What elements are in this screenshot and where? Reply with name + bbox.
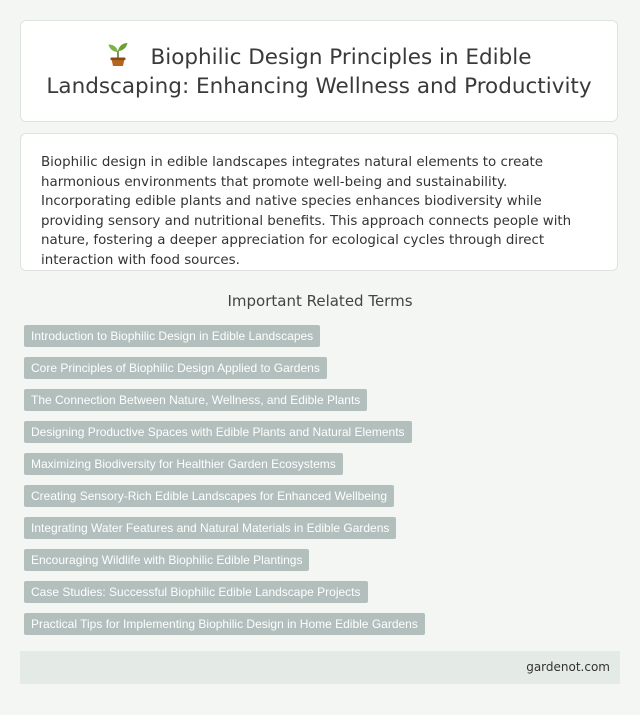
related-term-tag[interactable]: Encouraging Wildlife with Biophilic Edible Plantings — [24, 549, 309, 571]
related-term-tag[interactable]: The Connection Between Nature, Wellness, and Edible Plants — [24, 389, 367, 411]
related-term-tag[interactable]: Practical Tips for Implementing Biophilic Design in Home Edible Gardens — [24, 613, 425, 635]
footer-site-link[interactable]: gardenot.com — [526, 660, 610, 674]
related-terms-list — [24, 325, 425, 645]
related-term-tag[interactable]: Creating Sensory-Rich Edible Landscapes for Enhanced Wellbeing — [24, 485, 394, 507]
intro-paragraph: Biophilic design in edible landscapes integrates natural elements to create harmonious environments that promote well-being and sustainability. Incorporating edible plants and native species enhances biodiversity while providing sensory and nutritional benefits. This approach connects people with nature, fostering a deeper appreciation for ecological cycles through direct interaction with food sources. — [41, 155, 572, 268]
related-term-tag[interactable]: Maximizing Biodiversity for Healthier Garden Ecosystems — [24, 453, 343, 475]
related-term-tag[interactable]: Core Principles of Biophilic Design Applied to Gardens — [24, 357, 327, 379]
related-term-tag[interactable]: Case Studies: Successful Biophilic Edible Landscape Projects — [24, 581, 368, 603]
page-title — [21, 41, 617, 101]
related-term-tag[interactable]: Integrating Water Features and Natural Materials in Edible Gardens — [24, 517, 396, 539]
related-term-tag[interactable]: Designing Productive Spaces with Edible Plants and Natural Elements — [24, 421, 412, 443]
related-terms-heading: Important Related Terms — [227, 292, 413, 310]
related-term-tag[interactable]: Introduction to Biophilic Design in Edible Landscapes — [24, 325, 320, 347]
title-card — [20, 20, 618, 122]
footer — [20, 651, 620, 684]
page-title-text: Biophilic Design Principles in Edible Landscaping: Enhancing Wellness and Productivity — [46, 45, 592, 99]
intro-card — [20, 133, 618, 271]
sprout-icon — [107, 41, 129, 67]
